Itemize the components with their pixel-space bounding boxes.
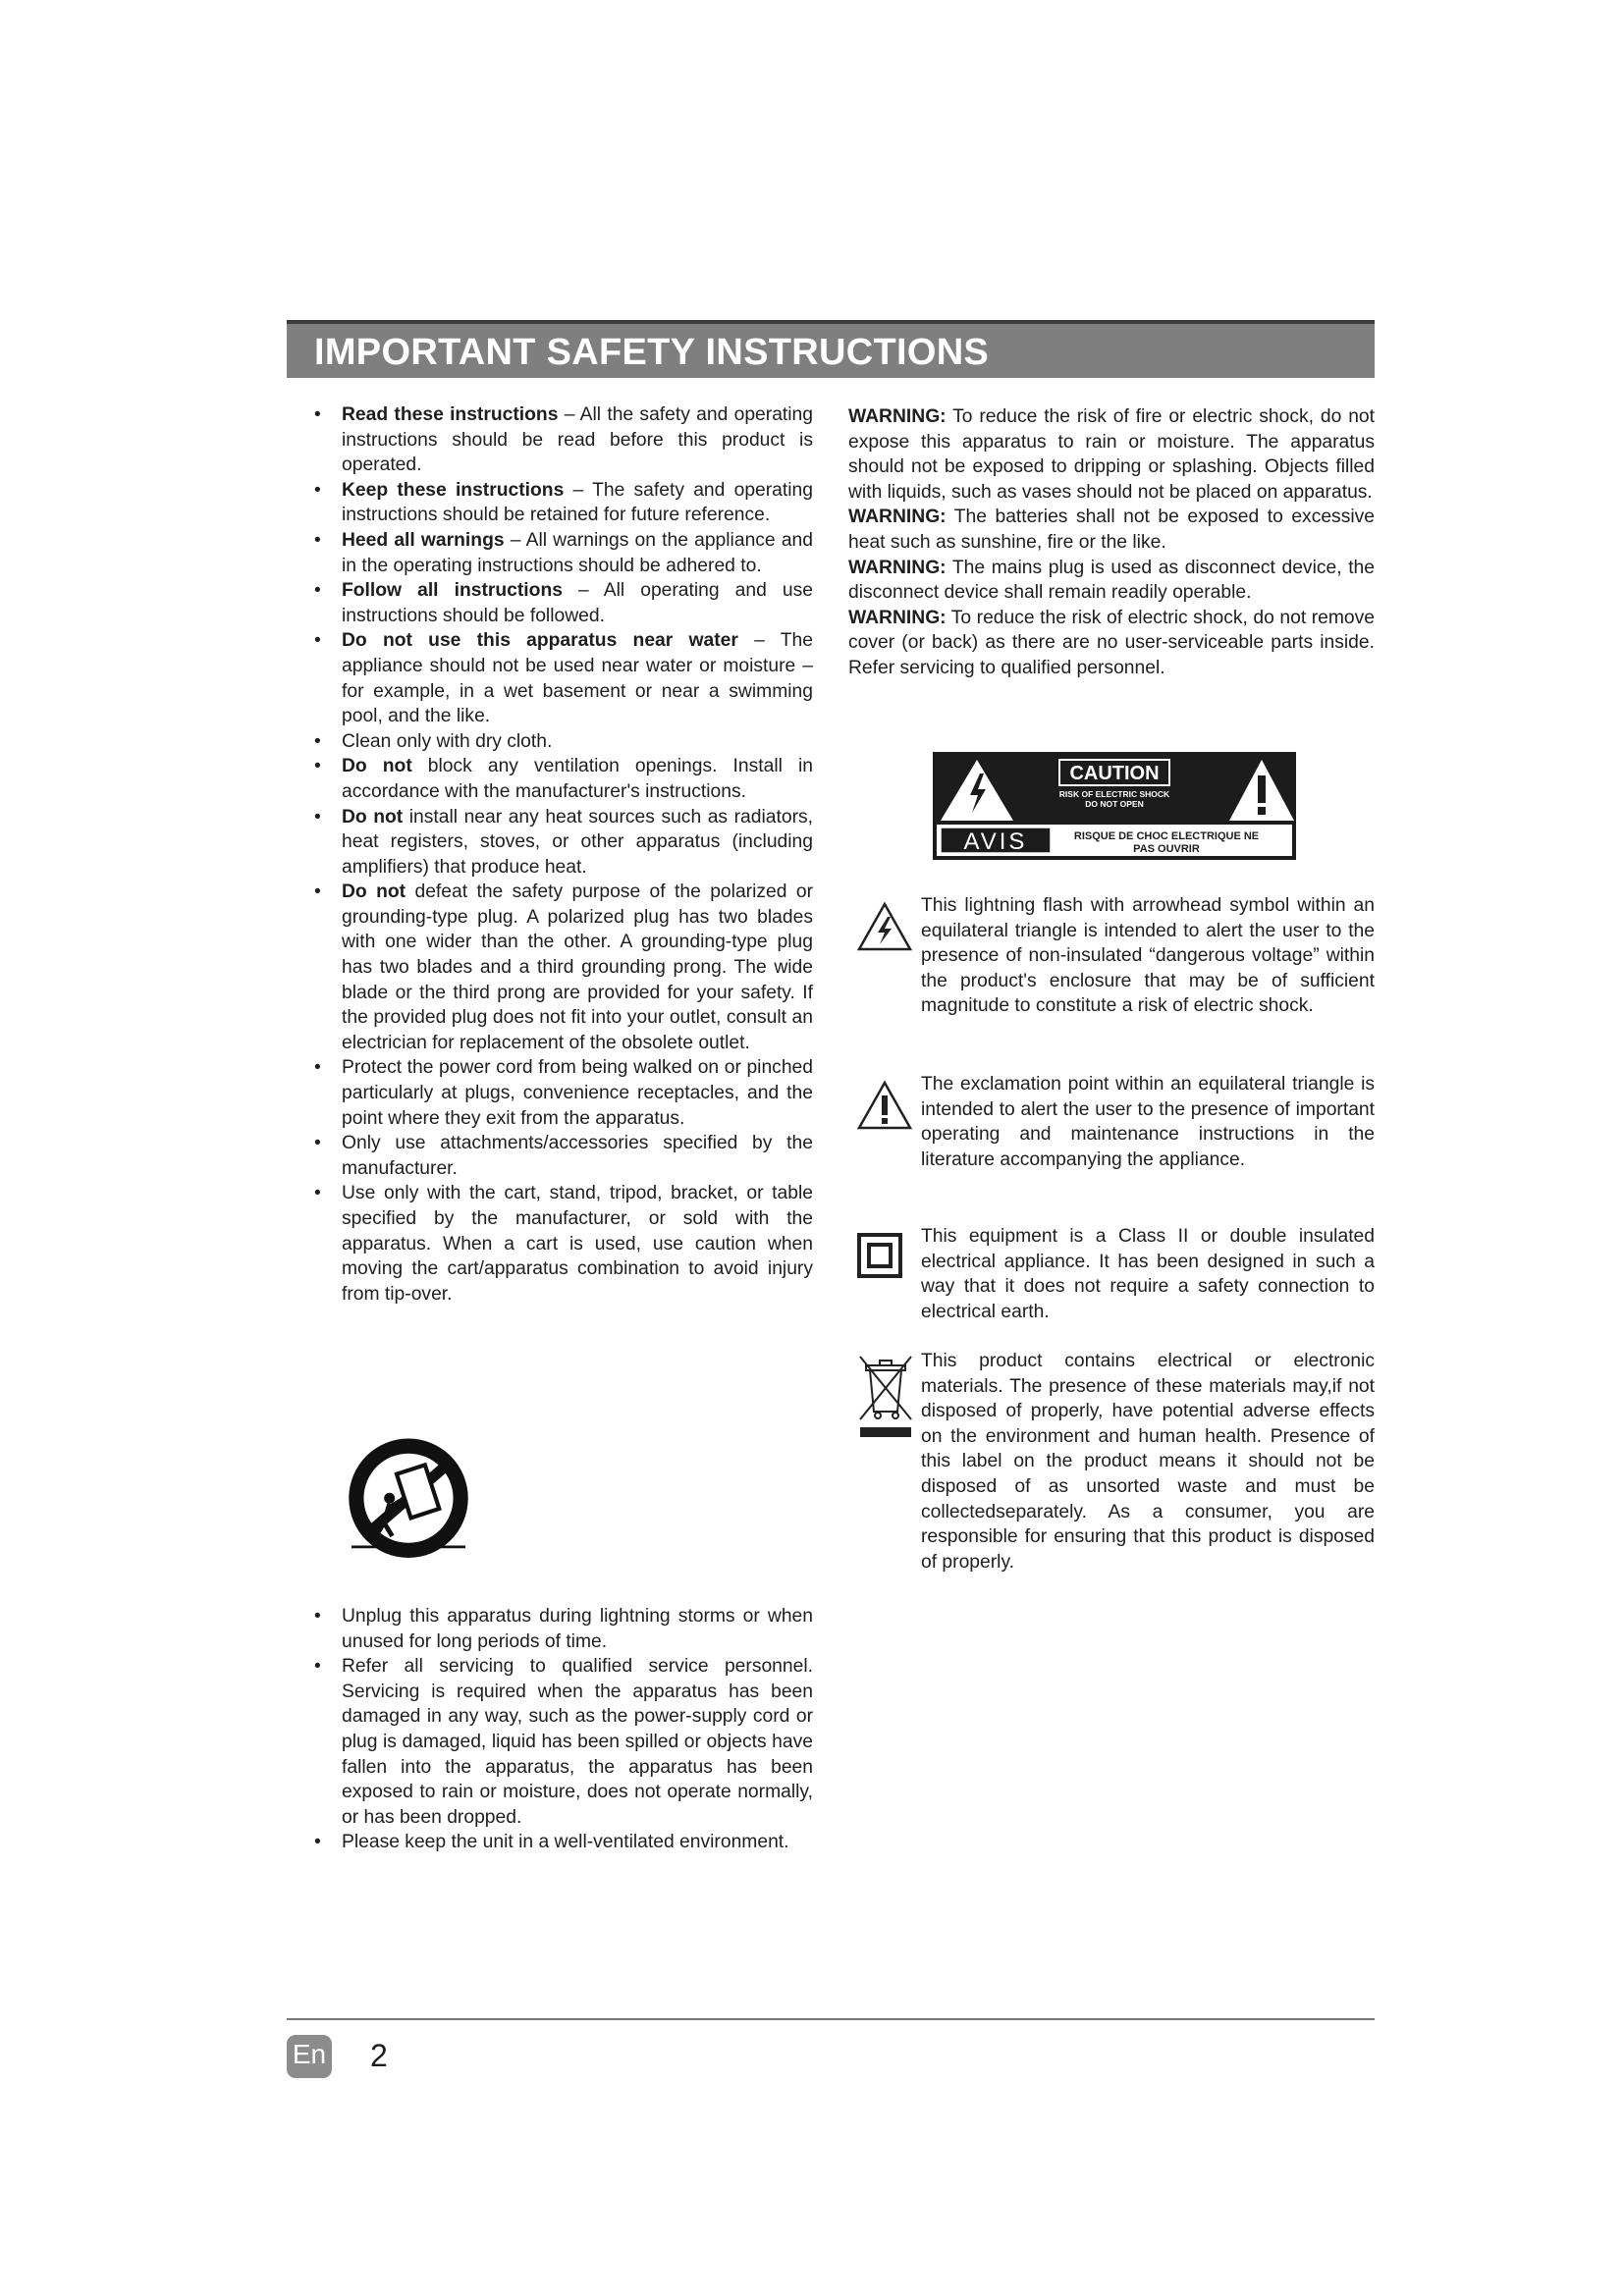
list-item: • Protect the power cord from being walked on or pinched particularly at plugs, convenience receptacles, and the point where they exit from the apparatus.: [314, 1057, 813, 1129]
exclamation-description: The exclamation point within an equilateral triangle is intended to alert the user to the presence of important operating and maintenance instructions in the literature accompanying the appliance.: [921, 1074, 1375, 1170]
left-instructions-continued: [310, 1604, 813, 1855]
risque-text-line1: RISQUE DE CHOC ELECTRIQUE NE: [1073, 830, 1260, 842]
double-insulation-icon: [856, 1232, 903, 1279]
list-item: • Do not block any ventilation openings. Install in accordance with the manufacturer's instructions.: [314, 756, 813, 802]
list-item: • Keep these instructions – The safety and operating instructions should be retained for future reference.: [314, 479, 813, 526]
list-item: • Follow all instructions – All operating and use instructions should be followed.: [314, 580, 813, 626]
caution-text: CAUTION: [1069, 763, 1160, 784]
weee-bin-icon: [856, 1353, 915, 1443]
warning-paragraph: WARNING: The mains plug is used as disconnect device, the disconnect device shall remain readily operable.: [848, 557, 1375, 604]
left-instructions: [310, 402, 813, 1307]
weee-description: This product contains electrical or electronic materials. The presence of these materials may,if not disposed of properly, have potential adverse effects on the environment and human health. Presence of this label on the product means it should not be disposed of as unsorted waste and must be collectedseparately. As a consumer, you are responsible for ensuring that this product is disposed of properly.: [921, 1351, 1375, 1573]
list-item: • Read these instructions – All the safety and operating instructions should be read before this product is operated.: [314, 404, 813, 476]
lightning-triangle-icon: [856, 901, 913, 952]
lightning-description: This lightning flash with arrowhead symbol within an equilateral triangle is intended to alert the user to the presence of non-insulated “dangerous voltage” within the product's enclosure that may be of sufficient magnitude to constitute a risk of electric shock.: [921, 895, 1375, 1017]
list-item: • Do not defeat the safety purpose of the polarized or grounding-type plug. A polarized plug has two blades with one wider than the other. A grounding-type plug has two blades and a third grounding prong. The wide blade or the third prong are provided for your safety. If the provided plug does not fit into your outlet, consult an electrician for replacement of the obsolete outlet.: [314, 881, 813, 1053]
list-item: • Only use attachments/accessories specified by the manufacturer.: [314, 1133, 813, 1179]
list-item: • Clean only with dry cloth.: [314, 730, 553, 752]
footer-divider: [287, 2018, 1375, 2020]
warnings-block: [848, 404, 1375, 681]
cart-tipover-icon: [341, 1433, 476, 1569]
list-item: • Unplug this apparatus during lightning storms or when unused for long periods of time.: [314, 1606, 813, 1652]
warning-paragraph: WARNING: To reduce the risk of electric shock, do not remove cover (or back) as there are no user-serviceable parts inside. Refer servicing to qualified personnel.: [848, 607, 1375, 678]
list-item: • Do not use this apparatus near water – The appliance should not be used near water or moisture – for example, in a wet basement or near a swimming pool, and the like.: [314, 630, 813, 727]
risk-text-line2: DO NOT OPEN: [1085, 799, 1144, 809]
avis-text: AVIS: [963, 828, 1028, 855]
language-badge: En: [287, 2035, 332, 2078]
list-item: • Do not install near any heat sources such as radiators, heat registers, stoves, or other apparatus (including amplifiers) that produce heat.: [314, 806, 813, 878]
weee-symbol-block: [856, 1349, 1375, 1584]
lightning-symbol-block: [856, 893, 1375, 1050]
section-header: [287, 320, 1375, 378]
warning-paragraph: WARNING: To reduce the risk of fire or electric shock, do not expose this apparatus to rain or moisture. The apparatus should not be exposed to dripping or splashing. Objects filled with liquids, such as vases should not be placed on apparatus.: [848, 406, 1375, 503]
exclamation-triangle-icon: [856, 1080, 913, 1131]
risk-text-line1: RISK OF ELECTRIC SHOCK: [1058, 789, 1170, 799]
class2-symbol-block: [856, 1224, 1375, 1332]
warning-paragraph: WARNING: The batteries shall not be exposed to excessive heat such as sunshine, fire or the like.: [848, 507, 1375, 553]
risque-text-line2: PAS OUVRIR: [1133, 843, 1200, 855]
class2-description: This equipment is a Class II or double insulated electrical appliance. It has been designed in such a way that it does not require a safety connection to electrical earth.: [921, 1226, 1375, 1322]
list-item: • Use only with the cart, stand, tripod, bracket, or table specified by the manufacturer, or sold with the apparatus. When a cart is used, use caution when moving the cart/apparatus combination to avoid injury from tip-over.: [314, 1183, 813, 1305]
list-item: • Refer all servicing to qualified service personnel. Servicing is required when the apparatus has been damaged in any way, such as the power-supply cord or plug is damaged, liquid has been spilled or objects have fallen into the apparatus, the apparatus has been exposed to rain or moisture, does not operate normally, or has been dropped.: [314, 1656, 813, 1828]
page-number: 2: [370, 2038, 388, 2073]
page-title: IMPORTANT SAFETY INSTRUCTIONS: [314, 332, 990, 373]
exclamation-symbol-block: [856, 1072, 1375, 1200]
list-item: • Heed all warnings – All warnings on the appliance and in the operating instructions should be adhered to.: [314, 529, 813, 576]
list-item: • Please keep the unit in a well-ventilated environment.: [314, 1832, 789, 1853]
caution-label: [933, 752, 1296, 860]
